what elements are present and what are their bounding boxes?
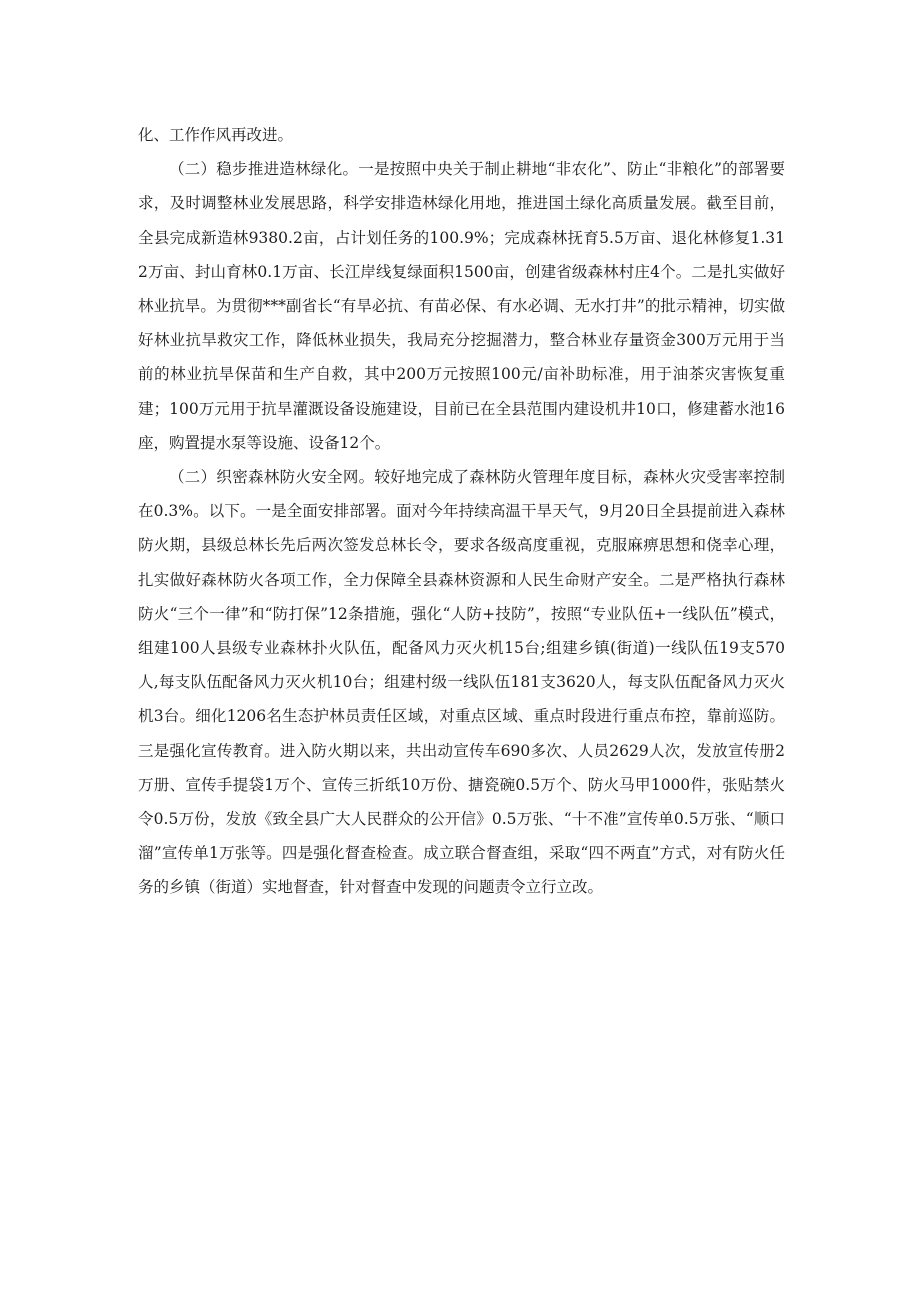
paragraph-fire-prevention: （二）织密森林防火安全网。较好地完成了森林防火管理年度目标，森林火灾受害率控制在0.3%。以下。一是全面安排部署。面对今年持续高温干旱天气，9月20日全县提前进入森林防火期，县级总林长先后两次签发总林长令，要求各级高度重视，克服麻痹思想和侥幸心理，扎实做好森林防火各项工作，全力保障全县森林资源和人民生命财产安全。二是严格执行森林防火“三个一律”和“防打保”12条措施，强化“人防+技防”，按照“专业队伍+一线队伍”模式，组建100人县级专业森林扑火队伍，配备风力灭火机15台;组建乡镇(街道)一线队伍19支570人,每支队伍配备风力灭火机10台；组建村级一线队伍181支3620人，每支队伍配备风力灭火机3台。细化1206名生态护林员责任区域，对重点区域、重点时段进行重点布控，靠前巡防。三是强化宣传教育。进入防火期以来，共出动宣传车690多次、人员2629人次，发放宣传册2万册、宣传手提袋1万个、宣传三折纸10万份、搪瓷碗0.5万个、防火马甲1000件，张贴禁火令0.5万份，发放《致全县广大人民群众的公开信》0.5万张、“十不准”宣传单0.5万张、“顺口溜”宣传单1万张等。四是强化督查检查。成立联合督查组，采取“四不两直”方式，对有防火任务的乡镇（街道）实地督查，针对督查中发现的问题责令立行立改。 — [138, 468, 785, 897]
paragraph-continuation: 化、工作作风再改进。 — [138, 126, 294, 144]
paragraph-afforestation: （二）稳步推进造林绿化。一是按照中央关于制止耕地“非农化”、防止“非粮化”的部署要求，及时调整林业发展思路，科学安排造林绿化用地，推进国土绿化高质量发展。截至目前，全县完成新造林9380.2亩，占计划任务的100.9%；完成森林抚育5.5万亩、退化林修复1.312万亩、封山育林0.1万亩、长江岸线复绿面积1500亩，创建省级森林村庄4个。二是扎实做好林业抗旱。为贯彻***副省长“有旱必抗、有苗必保、有水必调、无水打井”的批示精神，切实做好林业抗旱救灾工作，降低林业损失，我局充分挖掘潜力，整合林业存量资金300万元用于当前的林业抗旱保苗和生产自救，其中200万元按照100元/亩补助标准，用于油茶灾害恢复重建；100万元用于抗旱灌溉设备设施建设，目前已在全县范围内建设机井10口，修建蓄水池16座，购置提水泵等设施、设备12个。 — [138, 160, 785, 452]
document-body — [138, 118, 785, 905]
